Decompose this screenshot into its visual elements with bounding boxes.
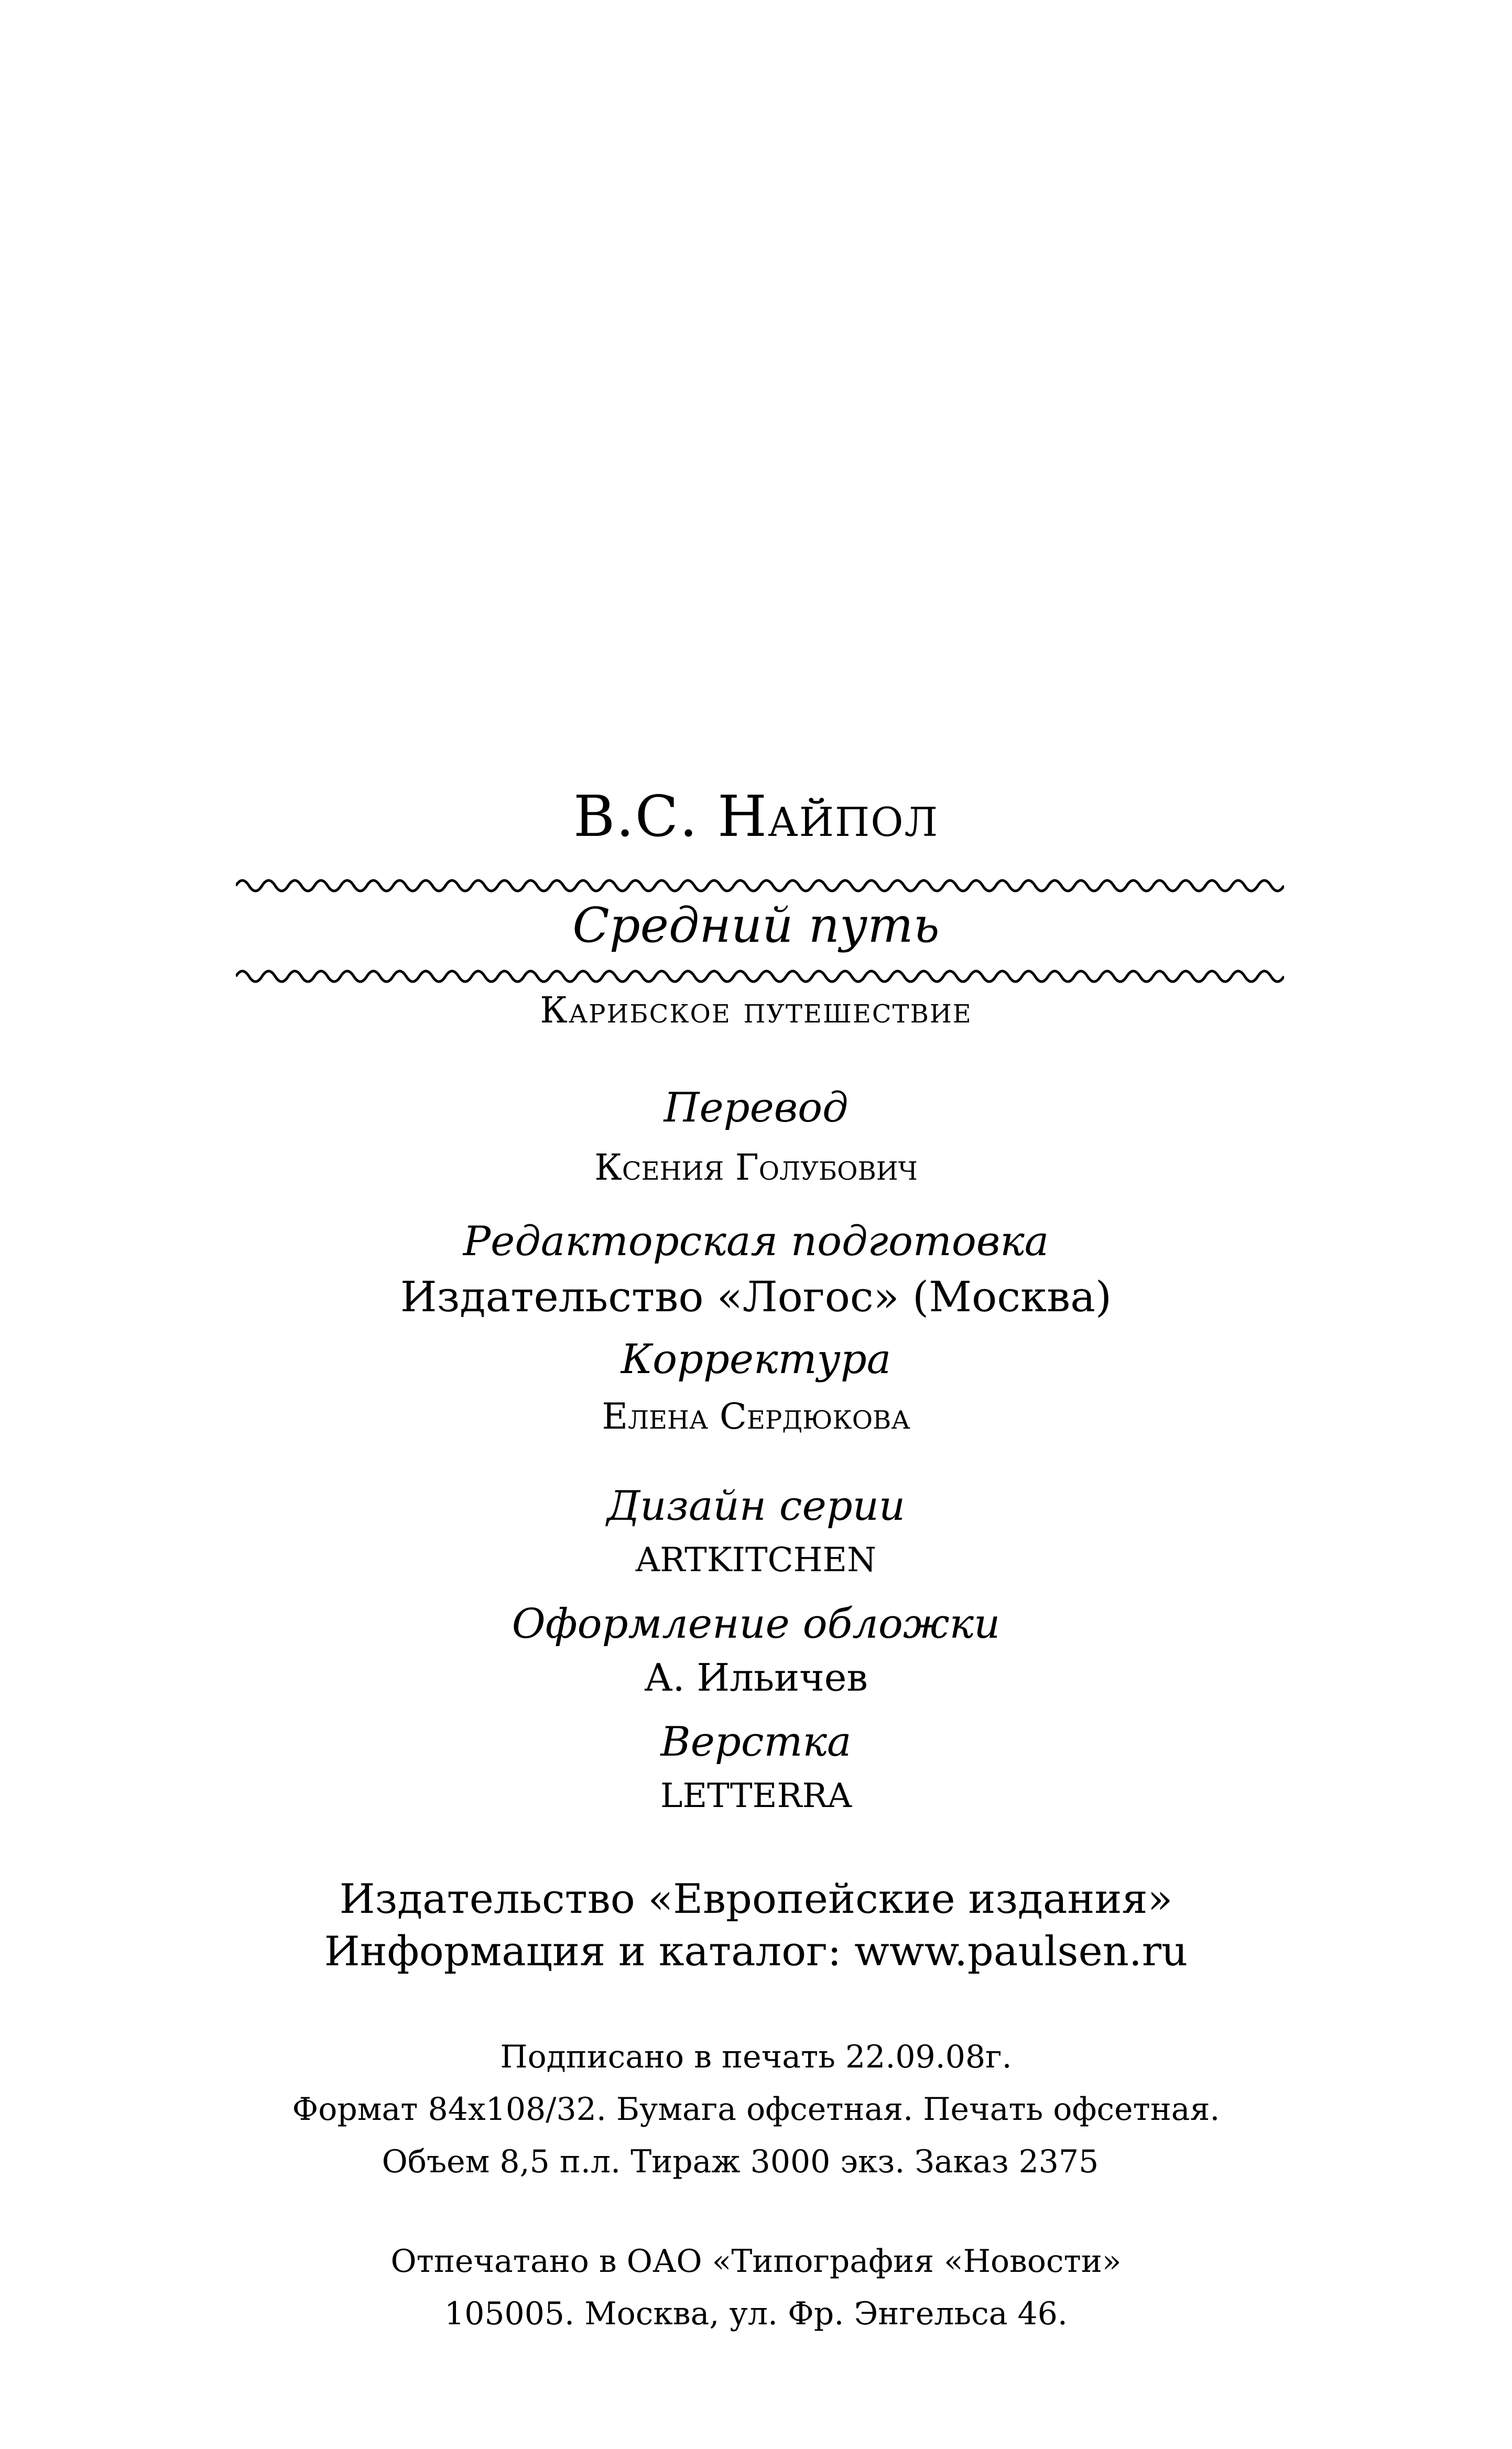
bottom-wavy-rule <box>236 963 1284 989</box>
credit-role-cover-design: Оформление обложки <box>512 1601 1000 1648</box>
credit-role-series-design: Дизайн серии <box>606 1483 906 1530</box>
credit-name-series-design: ARTKITCHEN <box>635 1541 877 1580</box>
credit-name-cover-design: А. Ильичев <box>644 1656 868 1700</box>
credit-role-editorial: Редакторская подготовка <box>463 1218 1049 1265</box>
credit-role-proofreading: Корректура <box>621 1336 891 1383</box>
imprint-format: Формат 84x108/32. Бумага офсетная. Печать офсетная. <box>292 2091 1220 2128</box>
book-subtitle: Карибское путешествие <box>540 990 972 1031</box>
imprint-volume: Объем 8,5 п.л. Тираж 3000 экз. Заказ 2375 <box>382 2143 1099 2180</box>
credit-role-translation: Перевод <box>663 1084 849 1131</box>
author-name: В.С. Найпол <box>573 784 939 850</box>
publisher-info: Информация и каталог: www.paulsen.ru <box>324 1928 1188 1975</box>
top-wavy-rule <box>236 873 1284 899</box>
credit-role-layout: Верстка <box>660 1718 852 1766</box>
credit-name-editorial: Издательство «Логос» (Москва) <box>400 1272 1112 1321</box>
credit-name-translation: Ксения Голубович <box>594 1147 918 1189</box>
imprint-signed: Подписано в печать 22.09.08г. <box>500 2039 1012 2075</box>
credit-name-proofreading: Елена Сердюкова <box>602 1396 910 1438</box>
printer-line-1: Отпечатано в ОАО «Типография «Новости» <box>390 2243 1122 2280</box>
credit-name-layout: LETTERRA <box>660 1777 852 1815</box>
book-title: Средний путь <box>572 897 940 953</box>
publisher-name: Издательство «Европейские издания» <box>339 1876 1173 1923</box>
printer-line-2: 105005. Москва, ул. Фр. Энгельса 46. <box>444 2295 1068 2332</box>
